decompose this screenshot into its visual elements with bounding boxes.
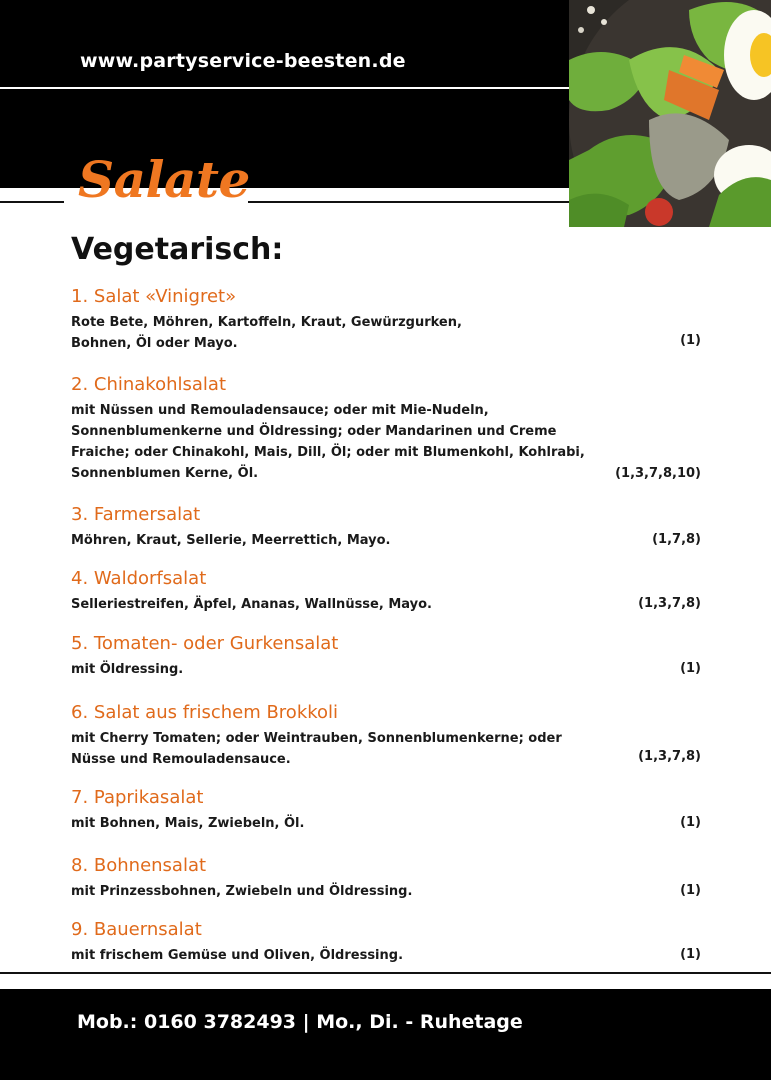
item-description-line: Fraiche; oder Chinakohl, Mais, Dill, Öl; oder mit Blumenkohl, Kohlrabi,	[71, 445, 585, 460]
item-description	[71, 530, 596, 551]
item-description	[71, 881, 596, 902]
header	[0, 0, 771, 230]
item-description	[71, 659, 596, 680]
title-divider-left	[0, 201, 64, 203]
item-description-line: Sonnenblumenkerne und Öldressing; oder Mandarinen und Creme	[71, 424, 557, 439]
item-allergens: (1,3,7,8,10)	[615, 466, 701, 481]
item-description-line: Nüsse und Remouladensauce.	[71, 752, 291, 767]
item-description-line: Möhren, Kraut, Sellerie, Meerrettich, Mayo.	[71, 533, 391, 548]
item-description-line: mit Nüssen und Remouladensauce; oder mit Mie-Nudeln,	[71, 403, 489, 418]
page-title: Salate	[78, 150, 250, 209]
item-title: 3. Farmersalat	[71, 504, 201, 525]
item-description-line: mit Cherry Tomaten; oder Weintrauben, Sonnenblumenkerne; oder	[71, 731, 562, 746]
item-description-line: Selleriestreifen, Äpfel, Ananas, Wallnüsse, Mayo.	[71, 597, 432, 612]
item-description-line: Bohnen, Öl oder Mayo.	[71, 336, 238, 351]
item-title: 7. Paprikasalat	[71, 787, 204, 808]
section-heading-vegetarisch: Vegetarisch:	[71, 232, 284, 267]
menu-item-1	[71, 285, 703, 354]
item-allergens: (1)	[680, 333, 701, 348]
website-url[interactable]: www.partyservice-beesten.de	[80, 50, 406, 72]
item-description-line: mit Öldressing.	[71, 662, 184, 677]
footer-contact: Mob.: 0160 3782493 | Mo., Di. - Ruhetage	[77, 1011, 523, 1033]
salad-photo	[569, 0, 771, 227]
item-description-line: mit frischem Gemüse und Oliven, Öldressing.	[71, 948, 404, 963]
header-divider	[0, 87, 569, 89]
item-title: 9. Bauernsalat	[71, 919, 202, 940]
item-title: 2. Chinakohlsalat	[71, 374, 227, 395]
item-description-line: mit Bohnen, Mais, Zwiebeln, Öl.	[71, 816, 305, 831]
item-title: 4. Waldorfsalat	[71, 568, 207, 589]
menu-item-4	[71, 567, 703, 615]
item-description	[71, 594, 596, 615]
title-divider-right	[248, 201, 569, 203]
menu-item-2	[71, 373, 703, 484]
item-title: 1. Salat «Vinigret»	[71, 286, 237, 307]
item-description-line: Sonnenblumen Kerne, Öl.	[71, 466, 259, 481]
item-allergens: (1)	[680, 661, 701, 676]
menu-item-3	[71, 503, 703, 551]
menu-item-8	[71, 854, 703, 902]
menu-item-5	[71, 632, 703, 680]
item-allergens: (1)	[680, 883, 701, 898]
item-allergens: (1,3,7,8)	[638, 749, 701, 764]
menu-item-9	[71, 918, 703, 966]
item-allergens: (1,3,7,8)	[638, 596, 701, 611]
footer-divider	[0, 972, 771, 974]
item-description	[71, 813, 596, 834]
item-description	[71, 400, 611, 484]
item-description	[71, 945, 596, 966]
menu-item-7	[71, 786, 703, 834]
item-title: 5. Tomaten- oder Gurkensalat	[71, 633, 339, 654]
item-allergens: (1)	[680, 947, 701, 962]
item-description-line: Rote Bete, Möhren, Kartoffeln, Kraut, Gewürzgurken,	[71, 315, 462, 330]
item-description	[71, 728, 596, 770]
item-description	[71, 312, 596, 354]
item-allergens: (1,7,8)	[652, 532, 701, 547]
menu-item-6	[71, 701, 703, 770]
item-title: 8. Bohnensalat	[71, 855, 207, 876]
item-description-line: mit Prinzessbohnen, Zwiebeln und Öldressing.	[71, 884, 413, 899]
item-allergens: (1)	[680, 815, 701, 830]
item-title: 6. Salat aus frischem Brokkoli	[71, 702, 339, 723]
footer	[0, 989, 771, 1080]
